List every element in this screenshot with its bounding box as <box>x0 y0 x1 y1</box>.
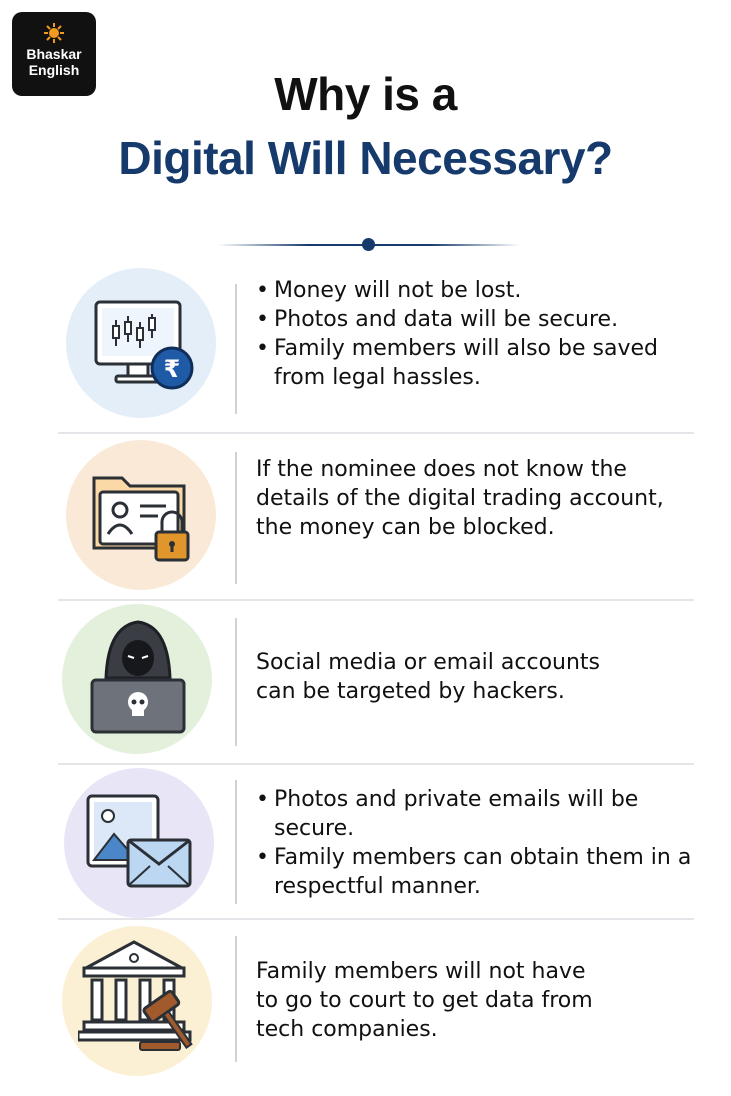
row-divider-line <box>235 936 237 1062</box>
bullet-item: • Photos and private emails will be secure. <box>256 785 713 843</box>
bullet-item: • Photos and data will be secure. <box>256 305 701 334</box>
title-divider-dot <box>362 238 375 251</box>
locked-id-folder-icon <box>88 462 198 566</box>
row-1-text <box>256 276 701 392</box>
row-3-text: Social media or email accounts can be targeted by hackers. <box>256 650 601 704</box>
row-divider-line <box>235 780 237 904</box>
row-divider-line <box>235 618 237 746</box>
bullet-item: • Family members will also be saved from legal hassles. <box>256 334 701 392</box>
row-divider-line <box>235 452 237 584</box>
bullet-item: • Family members can obtain them in a respectful manner. <box>256 843 713 901</box>
row-separator <box>58 763 694 765</box>
trading-monitor-rupee-icon <box>90 292 200 400</box>
row-separator <box>58 432 694 434</box>
row-divider-line <box>235 284 237 414</box>
page-title-line1: Why is a <box>274 68 457 120</box>
photo-email-icon <box>84 790 196 894</box>
sun-icon <box>43 22 65 44</box>
row-separator <box>58 599 694 601</box>
row-separator <box>58 918 694 920</box>
hacker-laptop-icon <box>86 614 190 738</box>
row-2-text: If the nominee does not know the details of the digital trading account, the money can be blocked. <box>256 457 664 540</box>
page-title-line2: Digital Will Necessary? <box>118 132 613 184</box>
court-gavel-icon <box>78 938 208 1054</box>
svg-text:₹: ₹ <box>163 355 181 383</box>
row-5-text: Family members will not have to go to court to get data from tech companies. <box>256 959 593 1042</box>
row-4-text <box>256 785 713 901</box>
logo-text: Bhaskar English <box>26 46 82 78</box>
bullet-item: • Money will not be lost. <box>256 276 701 305</box>
